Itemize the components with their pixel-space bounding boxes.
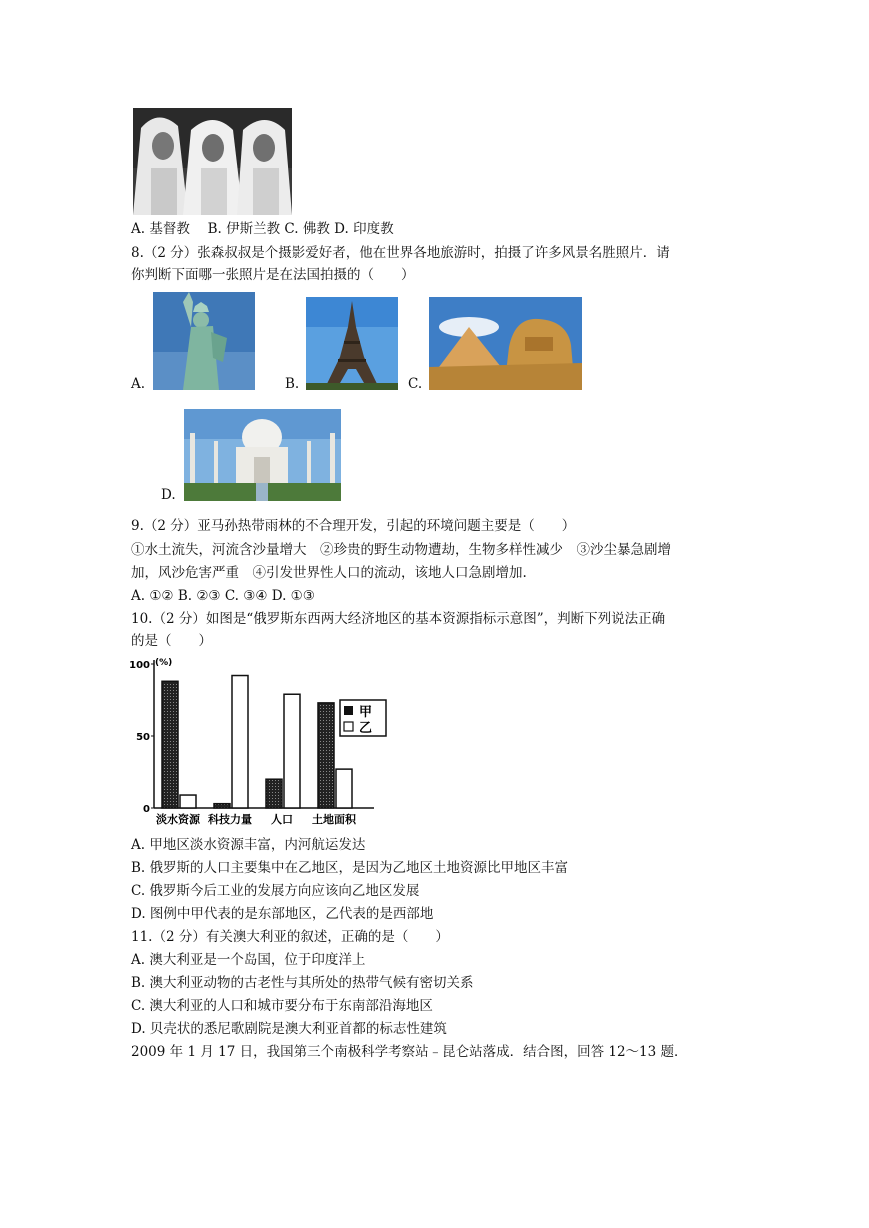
q11-option-c: C. 澳大利亚的人口和城市要分布于东南部沿海地区 [131, 998, 433, 1014]
q11-stem: 11.（2 分）有关澳大利亚的叙述，正确的是（ ） [131, 929, 449, 945]
q9-options: A. ①② B. ②③ C. ③④ D. ①③ [131, 588, 315, 604]
q10-option-b: B. 俄罗斯的人口主要集中在乙地区，是因为乙地区土地资源比甲地区丰富 [131, 860, 569, 876]
q11-option-b: B. 澳大利亚动物的古老性与其所处的热带气候有密切关系 [131, 975, 474, 991]
bar-yi-4 [336, 769, 352, 808]
q9-items-line1: ①水土流失，河流含沙量增大 ②珍贵的野生动物遭劫，生物多样性减少 ③沙尘暴急剧增 [131, 542, 671, 558]
y-axis-unit: (%) [155, 658, 173, 668]
legend-label-jia: 甲 [359, 705, 373, 720]
bar-yi-3 [284, 694, 300, 808]
intro-questions-12-13: 2009 年 1 月 17 日，我国第三个南极科学考察站﹣昆仑站落成．结合图，回答 12～13 题． [131, 1044, 688, 1060]
y-tick-label: 0 [143, 804, 150, 815]
legend-swatch-jia [344, 706, 353, 715]
q10-option-a: A. 甲地区淡水资源丰富，内河航运发达 [131, 837, 366, 853]
q9-stem: 9.（2 分）亚马孙热带雨林的不合理开发，引起的环境问题主要是（ ） [131, 518, 576, 534]
legend-label-yi: 乙 [359, 721, 373, 736]
legend-swatch-yi [344, 722, 353, 731]
category-label: 土地面积 [312, 813, 356, 826]
q8-option-a-label: A. [131, 376, 146, 392]
sphinx-and-pyramid-photo [429, 297, 582, 390]
bar-yi-2 [232, 676, 248, 808]
bar-jia-4 [318, 703, 334, 808]
bar-jia-1 [162, 681, 178, 808]
q11-option-a: A. 澳大利亚是一个岛国，位于印度洋上 [131, 952, 366, 968]
bar-jia-2 [214, 804, 230, 808]
resource-indicator-chart [128, 654, 398, 830]
q10-option-d: D. 图例中甲代表的是东部地区，乙代表的是西部地 [131, 906, 434, 922]
q8-option-b-label: B. [285, 376, 300, 392]
q10-stem-line1: 10.（2 分）如图是“俄罗斯东西两大经济地区的基本资源指标示意图”，判断下列说法正确 [131, 611, 666, 627]
category-label: 科技力量 [208, 813, 252, 826]
category-label: 淡水资源 [156, 813, 200, 826]
y-tick-label: 100 [129, 660, 150, 671]
q7-photo-people-in-headdresses [133, 108, 292, 215]
bar-jia-3 [266, 779, 282, 808]
q7-options: A. 基督教 B. 伊斯兰教 C. 佛教 D. 印度教 [131, 221, 394, 237]
q8-stem-line1: 8.（2 分）张森叔叔是个摄影爱好者，他在世界各地旅游时，拍摄了许多风景名胜照片．请 [131, 245, 670, 261]
q10-option-c: C. 俄罗斯今后工业的发展方向应该向乙地区发展 [131, 883, 420, 899]
category-label: 人口 [271, 813, 293, 826]
taj-mahal-photo [184, 409, 341, 501]
q9-items-line2: 加，风沙危害严重 ④引发世界性人口的流动，该地人口急剧增加. [131, 565, 527, 581]
q8-stem-line2: 你判断下面哪一张照片是在法国拍摄的（ ） [131, 267, 415, 283]
q8-option-c-label: C. [408, 376, 423, 392]
q11-option-d: D. 贝壳状的悉尼歌剧院是澳大利亚首都的标志性建筑 [131, 1021, 447, 1037]
statue-of-liberty-photo [153, 292, 255, 390]
bar-yi-1 [180, 795, 196, 808]
q8-option-d-label: D. [161, 487, 176, 503]
q10-stem-line2: 的是（ ） [131, 633, 212, 649]
eiffel-tower-photo [306, 297, 398, 390]
y-tick-label: 50 [136, 732, 150, 743]
